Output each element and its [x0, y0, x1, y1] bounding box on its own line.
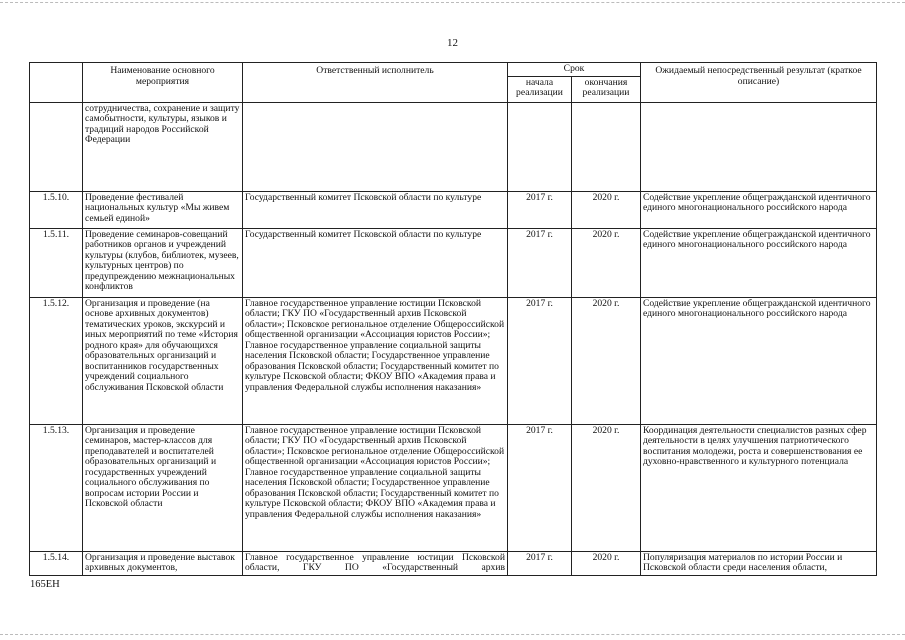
- cell-num: [30, 102, 83, 191]
- cell-result: [641, 102, 877, 191]
- cell-start: 2017 г.: [508, 191, 572, 228]
- cell-num: 1.5.13.: [30, 424, 83, 551]
- table-row: [30, 297, 877, 424]
- cell-result: Содействие укрепление общегражданской идентичного единого многонационального российского народа: [641, 228, 877, 297]
- cell-num: 1.5.10.: [30, 191, 83, 228]
- cell-start: 2017 г.: [508, 424, 572, 551]
- footer-code: 165ЕН: [30, 579, 60, 590]
- measures-table: [29, 62, 877, 576]
- cell-end: 2020 г.: [572, 297, 641, 424]
- header-row: [30, 63, 877, 77]
- cell-name: Организация и проведение семинаров, мастер-классов для преподавателей и воспитателей образовательных организаций и государственных учреждений социального обслуживания по вопросам истории России и Псковской области: [83, 424, 243, 551]
- cell-executor: Главное государственное управление юстиции Псковской области; ГКУ ПО «Государственный архив Псковской области»; Псковское региональное отделение Общероссийской общественной организации «Ассоциация юристов России»; Главное государственное управление социальной защиты населения Псковской области; Государственное управление образования Псковской области; Государственный комитет по культуре Псковской области; ФКОУ ВПО «Академия права и управления Федеральной службы исполнения наказания»: [243, 424, 508, 551]
- table-row: [30, 228, 877, 297]
- header-result: Ожидаемый непосредственный результат (краткое описание): [641, 63, 877, 103]
- cell-executor: Государственный комитет Псковской области по культуре: [243, 228, 508, 297]
- cell-executor: Главное государственное управление юстиции Псковской области, ГКУ ПО «Государственный архив: [243, 551, 508, 575]
- cell-num: 1.5.11.: [30, 228, 83, 297]
- cell-num: 1.5.14.: [30, 551, 83, 575]
- cell-end: 2020 г.: [572, 551, 641, 575]
- cell-name: Организация и проведение (на основе архивных документов) тематических уроков, экскурсий и иных мероприятий по теме «История родного края» для обучающихся образовательных организаций и воспитанников государственных учреждений социального обслуживания Псковской области: [83, 297, 243, 424]
- header-num: [30, 63, 83, 103]
- cell-result: Содействие укрепление общегражданской идентичного единого многонационального российского народа: [641, 191, 877, 228]
- cell-start: 2017 г.: [508, 297, 572, 424]
- cell-name: Проведение семинаров-совещаний работников органов и учреждений культуры (клубов, библиотек, музеев, культурных центров) по предупреждению межнациональных конфликтов: [83, 228, 243, 297]
- cell-executor: [243, 102, 508, 191]
- cell-executor: Главное государственное управление юстиции Псковской области; ГКУ ПО «Государственный архив Псковской области»; Псковское региональное отделение Общероссийской общественной организации «Ассоциация юристов России»; Главное государственное управление социальной защиты населения Псковской области; Государственное управление образования Псковской области; Государственный комитет по культуре Псковской области; ФКОУ ВПО «Академия права и управления Федеральной службы исполнения наказания»: [243, 297, 508, 424]
- cell-result: Содействие укрепление общегражданской идентичного единого многонационального российского народа: [641, 297, 877, 424]
- header-start: начала реализации: [508, 76, 572, 102]
- cell-name: Организация и проведение выставок архивных документов,: [83, 551, 243, 575]
- cell-end: [572, 102, 641, 191]
- header-term: Срок: [508, 63, 641, 77]
- cell-end: 2020 г.: [572, 191, 641, 228]
- cell-name: Проведение фестивалей национальных культур «Мы живем семьей единой»: [83, 191, 243, 228]
- cell-end: 2020 г.: [572, 424, 641, 551]
- bottom-edge-line: [0, 634, 905, 635]
- cell-start: [508, 102, 572, 191]
- table-row: [30, 551, 877, 575]
- page-number: 12: [447, 37, 458, 49]
- top-edge-line: [0, 2, 905, 3]
- cell-num: 1.5.12.: [30, 297, 83, 424]
- header-executor: Ответственный исполнитель: [243, 63, 508, 103]
- table-row: [30, 191, 877, 228]
- cell-executor: Государственный комитет Псковской области по культуре: [243, 191, 508, 228]
- table-row: [30, 424, 877, 551]
- cell-result: Координация деятельности специалистов разных сфер деятельности в целях улучшения патриотического воспитания молодежи, роста и совершенствования ее духовно-нравственного и культурного потенциала: [641, 424, 877, 551]
- cell-result: Популяризация материалов по истории России и Псковской области среди населения области,: [641, 551, 877, 575]
- cell-start: 2017 г.: [508, 551, 572, 575]
- table-row-continuation: [30, 102, 877, 191]
- header-end: окончания реализации: [572, 76, 641, 102]
- header-name: Наименование основного мероприятия: [83, 63, 243, 103]
- cell-name: сотрудничества, сохранение и защиту самобытности, культуры, языков и традиций народов Российской Федерации: [83, 102, 243, 191]
- cell-start: 2017 г.: [508, 228, 572, 297]
- cell-end: 2020 г.: [572, 228, 641, 297]
